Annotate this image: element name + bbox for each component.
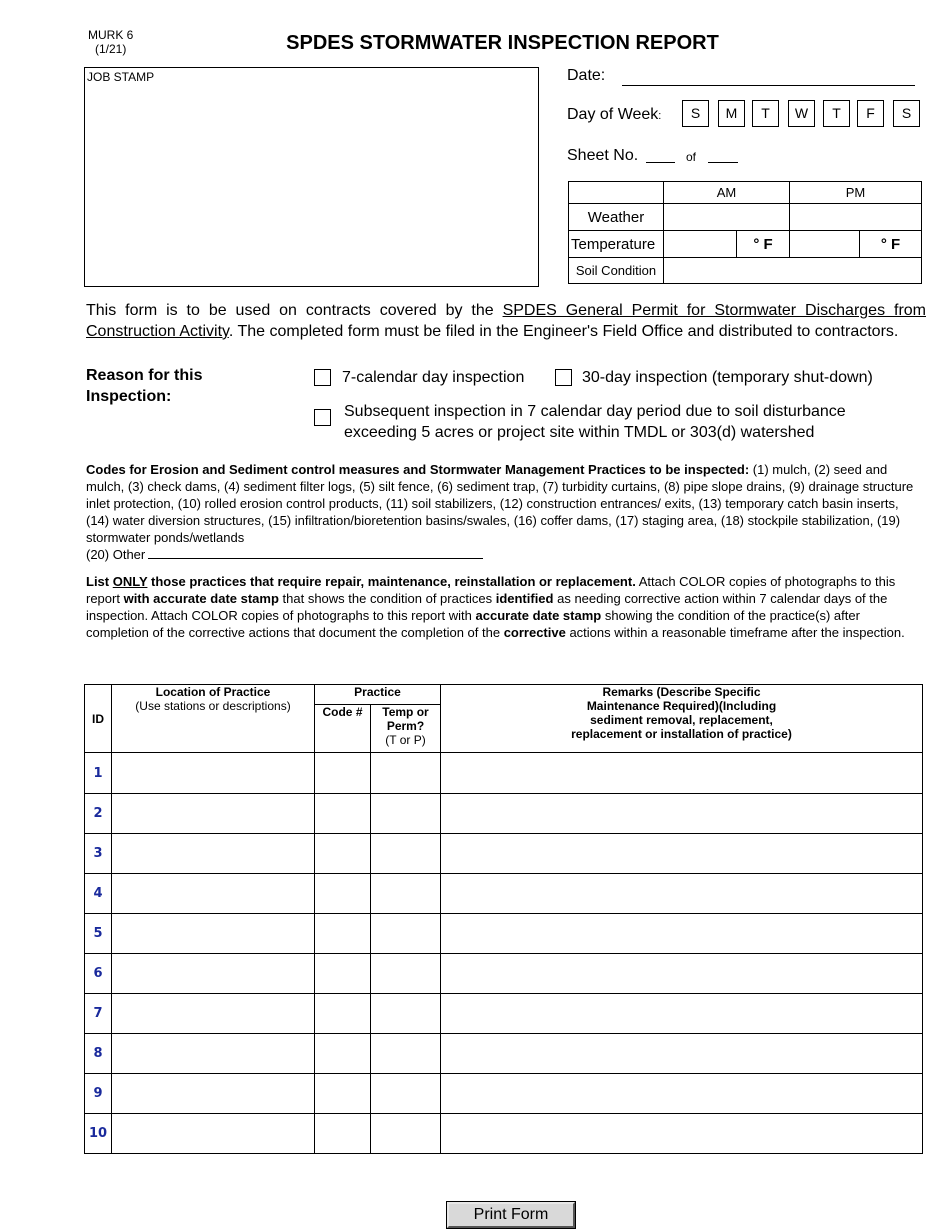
remarks-header-line2: Maintenance Required)(Including xyxy=(586,699,777,713)
table-row xyxy=(85,954,923,994)
option-7-day-label: 7-calendar day inspection xyxy=(342,369,525,386)
conditions-corner-cell xyxy=(569,182,664,204)
date-label: Date: xyxy=(567,67,606,84)
instr-4: Attach COLOR copies of photographs to this report xyxy=(86,574,896,606)
instr-10: showing the condition of the practice(s) after completion of the corrective actions that document the completion of the xyxy=(86,608,860,640)
table-row xyxy=(85,1114,923,1154)
deg-f-am-label: ° F xyxy=(737,231,790,258)
day-of-week-label xyxy=(567,106,661,124)
day-checkbox-friday[interactable]: F xyxy=(857,100,884,127)
reason-heading: Reason for this Inspection: xyxy=(86,367,203,405)
instr-12: actions within a reasonable timeframe after the inspection. xyxy=(565,625,905,640)
code-cell[interactable] xyxy=(315,753,371,794)
location-cell[interactable] xyxy=(112,1074,315,1114)
temperature-label: Temperature xyxy=(569,231,664,258)
form-code: MURK 6 xyxy=(88,28,134,42)
checkbox-30-day[interactable] xyxy=(555,369,572,386)
temp-perm-cell[interactable] xyxy=(371,834,441,874)
codes-heading: Codes for Erosion and Sediment control measures and Stormwater Management Practices to be inspected: xyxy=(86,462,750,477)
row-id: 7 xyxy=(85,994,112,1034)
code-cell[interactable] xyxy=(315,954,371,994)
temp-perm-cell[interactable] xyxy=(371,994,441,1034)
location-cell[interactable] xyxy=(112,954,315,994)
remarks-cell[interactable] xyxy=(441,914,923,954)
row-id: 3 xyxy=(85,834,112,874)
row-id: 6 xyxy=(85,954,112,994)
date-field[interactable] xyxy=(622,85,915,86)
temp-perm-cell[interactable] xyxy=(371,1074,441,1114)
day-of-week-text: Day of Week xyxy=(567,106,659,123)
temp-perm-header-sub: (T or P) xyxy=(385,733,426,747)
location-header-title: Location of Practice xyxy=(155,685,271,699)
sheet-no-label: Sheet No. xyxy=(567,147,639,164)
location-header xyxy=(112,685,315,753)
remarks-cell[interactable] xyxy=(441,1114,923,1154)
table-row xyxy=(85,994,923,1034)
job-stamp-box[interactable] xyxy=(84,67,539,287)
remarks-cell[interactable] xyxy=(441,954,923,994)
weather-label: Weather xyxy=(569,204,664,231)
temp-perm-cell[interactable] xyxy=(371,914,441,954)
checkbox-subsequent[interactable] xyxy=(314,409,331,426)
location-cell[interactable] xyxy=(112,1034,315,1074)
instructions-paragraph xyxy=(86,573,921,641)
temp-perm-cell[interactable] xyxy=(371,1114,441,1154)
row-id: 8 xyxy=(85,1034,112,1074)
pm-header: PM xyxy=(790,182,922,204)
table-row xyxy=(85,1074,923,1114)
row-id: 2 xyxy=(85,794,112,834)
day-checkbox-monday[interactable]: M xyxy=(718,100,745,127)
row-id: 4 xyxy=(85,874,112,914)
day-checkbox-saturday[interactable]: S xyxy=(893,100,920,127)
intro-text-before: This form is to be used on contracts covered by the xyxy=(86,302,503,319)
temp-perm-cell[interactable] xyxy=(371,954,441,994)
location-cell[interactable] xyxy=(112,874,315,914)
temp-perm-cell[interactable] xyxy=(371,874,441,914)
soil-condition-label: Soil Condition xyxy=(569,258,664,284)
option-subsequent-line2: exceeding 5 acres or project site within TMDL or 303(d) watershed xyxy=(344,424,815,441)
option-subsequent-label xyxy=(344,401,846,443)
instr-3: those practices that require repair, maintenance, reinstallation or replacement. xyxy=(147,574,636,589)
conditions-table xyxy=(568,181,922,284)
remarks-header xyxy=(441,685,923,753)
practice-header: Practice xyxy=(315,685,441,705)
id-header: ID xyxy=(85,685,112,753)
temperature-am-field[interactable] xyxy=(664,231,737,258)
remarks-cell[interactable] xyxy=(441,1074,923,1114)
soil-condition-field[interactable] xyxy=(664,258,922,284)
code-cell[interactable] xyxy=(315,1114,371,1154)
day-checkbox-wednesday[interactable]: W xyxy=(788,100,815,127)
form-revision: (1/21) xyxy=(94,42,127,56)
codes-list: (1) mulch, (2) seed and mulch, (3) check dams, (4) sediment filter logs, (5) silt fence, (6) sediment trap, (7) turbidity curtains, (8) pipe slope drains, (9) drainage structure inlet protection, (10) rolled erosion control products, (11) soil stabilizers, (12) construction entrances/ exits, (13) temporary catch basin inserts, (14) water diversion structures, (15) infiltration/bioretention basins/swales, (16) coffer dams, (17) staging area, (18) stockpile stabilization, (19) stormwater ponds/wetlands xyxy=(86,462,914,545)
page-title: SPDES STORMWATER INSPECTION REPORT xyxy=(286,32,719,54)
row-id: 10 xyxy=(85,1114,112,1154)
location-cell[interactable] xyxy=(112,994,315,1034)
remarks-cell[interactable] xyxy=(441,994,923,1034)
practices-table xyxy=(84,684,923,1154)
code-cell[interactable] xyxy=(315,874,371,914)
location-cell[interactable] xyxy=(112,794,315,834)
day-checkbox-tuesday[interactable]: T xyxy=(752,100,779,127)
temperature-pm-field[interactable] xyxy=(790,231,860,258)
table-row xyxy=(85,834,923,874)
sheet-of-label: of xyxy=(686,150,697,164)
code-cell[interactable] xyxy=(315,914,371,954)
row-id: 9 xyxy=(85,1074,112,1114)
intro-text-after: . The completed form must be filed in the Engineer's Field Office and distributed to contractors. xyxy=(228,323,899,340)
sheet-total-field[interactable] xyxy=(708,162,738,163)
instr-9: accurate date stamp xyxy=(475,608,602,623)
option-subsequent-line1: Subsequent inspection in 7 calendar day period due to soil disturbance xyxy=(344,403,846,420)
codes-paragraph xyxy=(86,461,916,563)
form-id xyxy=(88,28,133,56)
code-cell[interactable] xyxy=(315,794,371,834)
location-cell[interactable] xyxy=(112,914,315,954)
table-row xyxy=(85,1034,923,1074)
intro-paragraph xyxy=(86,300,926,342)
remarks-header-line1: Remarks (Describe Specific xyxy=(602,685,761,699)
remarks-header-line4: replacement or installation of practice) xyxy=(571,727,792,741)
day-checkbox-sunday[interactable]: S xyxy=(682,100,709,127)
instr-11: corrective xyxy=(503,625,566,640)
instr-5: with accurate date stamp xyxy=(123,591,279,606)
remarks-header-line3: sediment removal, replacement, xyxy=(590,713,773,727)
row-id: 5 xyxy=(85,914,112,954)
instr-only: ONLY xyxy=(112,574,148,589)
location-cell[interactable] xyxy=(112,1114,315,1154)
permit-link[interactable]: SPDES General Permit for Stormwater Discharges from Construction Activity xyxy=(86,302,926,340)
code-header: Code # xyxy=(315,705,371,753)
sheet-number-field[interactable] xyxy=(646,162,675,163)
deg-f-pm-label: ° F xyxy=(860,231,922,258)
instr-8: as needing corrective action within 7 calendar days of the inspection. Attach COLOR copies of photographs to this report with xyxy=(86,591,888,623)
code-cell[interactable] xyxy=(315,994,371,1034)
code-cell[interactable] xyxy=(315,1034,371,1074)
job-stamp-label: JOB STAMP xyxy=(87,70,155,84)
am-header: AM xyxy=(664,182,790,204)
remarks-cell[interactable] xyxy=(441,1034,923,1074)
print-form-button[interactable]: Print Form xyxy=(447,1202,575,1228)
weather-am-field[interactable] xyxy=(664,204,790,231)
day-checkbox-thursday[interactable]: T xyxy=(823,100,850,127)
instr-7: identified xyxy=(495,591,554,606)
table-row xyxy=(85,794,923,834)
temp-perm-header xyxy=(371,705,441,753)
remarks-cell[interactable] xyxy=(441,874,923,914)
remarks-cell[interactable] xyxy=(441,834,923,874)
day-of-week-colon: : xyxy=(658,110,662,122)
instr-6: that shows the condition of practices xyxy=(278,591,496,606)
location-header-sub: (Use stations or descriptions) xyxy=(135,699,291,713)
location-cell[interactable] xyxy=(112,753,315,794)
checkbox-7-day[interactable] xyxy=(314,369,331,386)
location-cell[interactable] xyxy=(112,834,315,874)
code-cell[interactable] xyxy=(315,1074,371,1114)
row-id: 1 xyxy=(85,753,112,794)
codes-other-field[interactable] xyxy=(148,546,483,559)
remarks-cell[interactable] xyxy=(441,794,923,834)
temp-perm-header-title: Temp or Perm? xyxy=(382,705,429,733)
temp-perm-cell[interactable] xyxy=(371,753,441,794)
code-cell[interactable] xyxy=(315,834,371,874)
table-row xyxy=(85,914,923,954)
codes-other-label: (20) Other xyxy=(86,547,146,562)
option-30-day-label: 30-day inspection (temporary shut-down) xyxy=(582,369,873,386)
remarks-cell[interactable] xyxy=(441,753,923,794)
weather-pm-field[interactable] xyxy=(790,204,922,231)
temp-perm-cell[interactable] xyxy=(371,794,441,834)
table-row xyxy=(85,753,923,794)
table-row xyxy=(85,874,923,914)
temp-perm-cell[interactable] xyxy=(371,1034,441,1074)
instr-1: List xyxy=(86,574,113,589)
